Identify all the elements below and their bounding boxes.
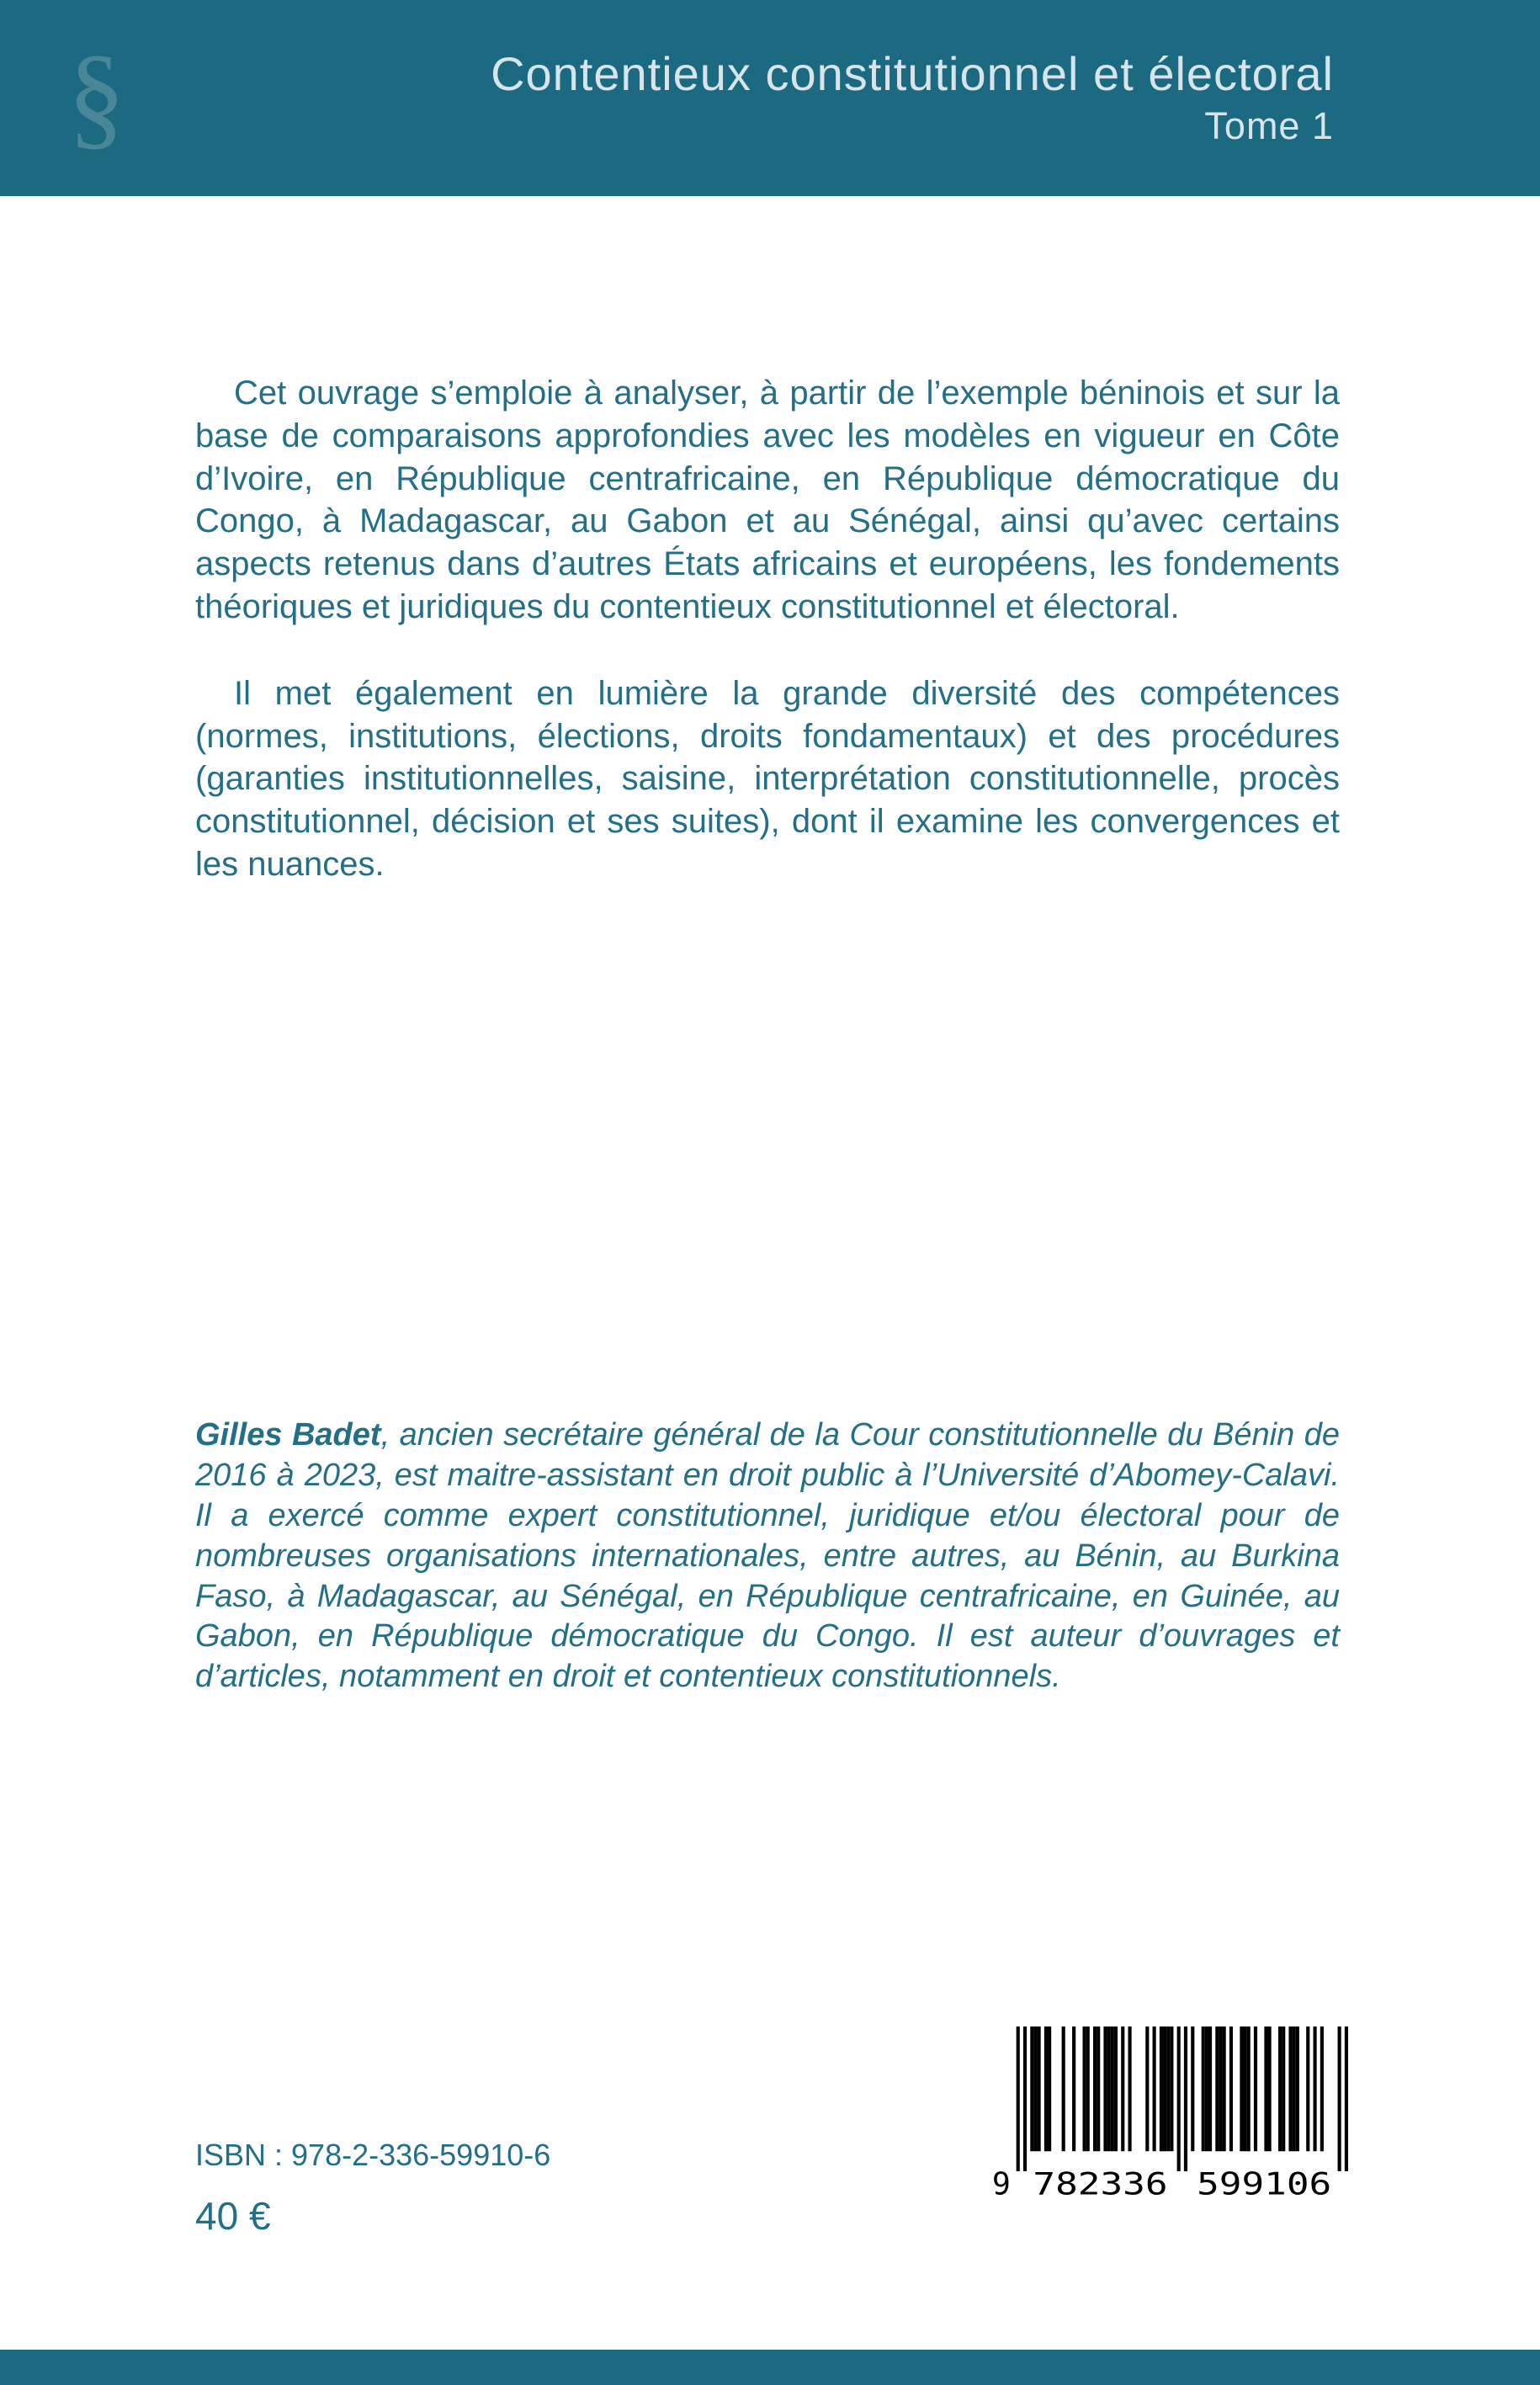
ean-barcode-svg bbox=[991, 2026, 1349, 2200]
author-bio-text: , ancien secrétaire général de la Cour constitutionnelle du Bénin de 2016 à 2023, est maitre-assistant en droit public à l’Université d’Abomey-Calavi. Il a exercé comme expert constitutionnel, juridique et/ou électoral pour de nombreuses organisations internationales, entre autres, au Bénin, au Burkina Faso, à Madagascar, au Sénégal, en République centrafricaine, en Guinée, au Gabon, en République démocratique du Congo. Il est auteur d’ouvrages et d’articles, notamment en droit et contentieux constitutionnels. bbox=[195, 1417, 1340, 1695]
svg-text:599106: 599106 bbox=[1197, 2165, 1332, 2200]
barcode bbox=[991, 2026, 1349, 2200]
book-title: Contentieux constitutionnel et électoral bbox=[491, 47, 1334, 101]
price-label: 40 € bbox=[195, 2194, 271, 2238]
synopsis-paragraph-1: Cet ouvrage s’emploie à analyser, à partir de l’exemple béninois et sur la base de comparaisons approfondies avec les modèles en vigueur en Côte d’Ivoire, en République centrafricaine, en République démocratique du Congo, à Madagascar, au Gabon et au Sénégal, ainsi qu’avec certains aspects retenus dans d’autres États africains et européens, les fondements théoriques et juridiques du contentieux constitutionnel et électoral. bbox=[195, 374, 1340, 625]
bottom-band bbox=[0, 2350, 1540, 2385]
header-banner bbox=[0, 0, 1540, 196]
svg-text:782336: 782336 bbox=[1033, 2165, 1168, 2200]
synopsis bbox=[195, 372, 1340, 930]
book-volume: Tome 1 bbox=[1204, 104, 1334, 147]
author-bio-paragraph bbox=[195, 1416, 1340, 1697]
author-name: Gilles Badet bbox=[195, 1417, 381, 1453]
isbn-label: ISBN : 978-2-336-59910-6 bbox=[195, 2138, 551, 2172]
banner-text-block bbox=[491, 0, 1334, 196]
section-mark-icon: § bbox=[67, 30, 125, 160]
synopsis-paragraph-2: Il met également en lumière la grande diversité des compétences (normes, institutions, élections, droits fondamentaux) et des procédures (garanties institutionnelles, saisine, interprétation constitutionnelle, procès constitutionnel, décision et ses suites), dont il examine les convergences et les nuances. bbox=[195, 674, 1340, 883]
author-bio bbox=[195, 1416, 1340, 1697]
svg-text:9: 9 bbox=[991, 2165, 1011, 2200]
